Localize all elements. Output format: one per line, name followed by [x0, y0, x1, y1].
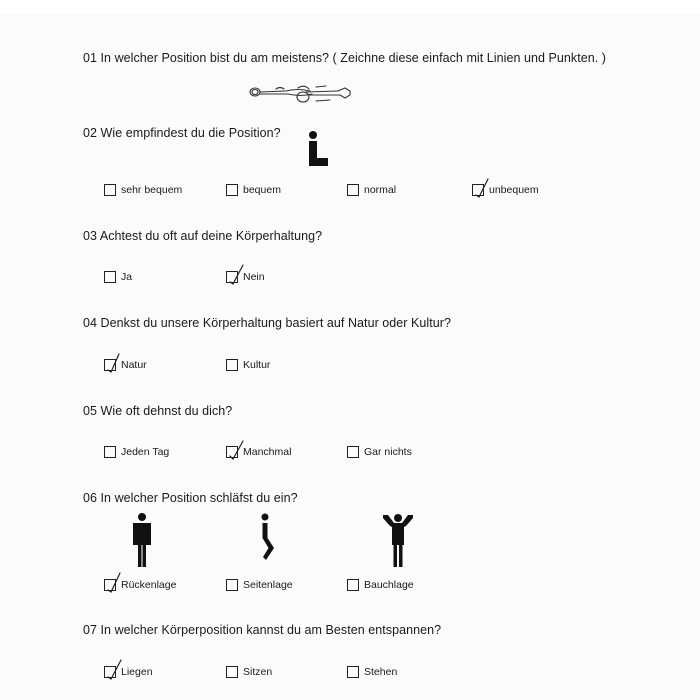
- checkbox-checked[interactable]: [104, 359, 116, 371]
- question-04: 04 Denkst du unsere Körperhaltung basiert auf Natur oder Kultur?: [83, 316, 452, 330]
- option-kultur[interactable]: Kultur: [226, 359, 270, 371]
- stomach-sleeper-figure-icon: [380, 512, 416, 568]
- option-unbequem[interactable]: unbequem: [472, 184, 539, 196]
- checkbox[interactable]: [226, 184, 238, 196]
- checkbox[interactable]: [226, 359, 238, 371]
- checkbox[interactable]: [347, 446, 359, 458]
- check-mark-icon: [104, 658, 124, 680]
- checkbox[interactable]: [347, 666, 359, 678]
- check-mark-icon: [226, 263, 246, 285]
- option-ja[interactable]: Ja: [104, 271, 132, 283]
- option-sitzen[interactable]: Sitzen: [226, 666, 272, 678]
- question-01: 01 In welcher Position bist du am meistens? ( Zeichne diese einfach mit Linien und Punkten. ): [83, 51, 606, 65]
- checkbox[interactable]: [104, 446, 116, 458]
- checkbox[interactable]: [104, 184, 116, 196]
- checkbox[interactable]: [226, 666, 238, 678]
- checkbox-checked[interactable]: [226, 271, 238, 283]
- side-sleeper-figure-icon: [256, 512, 280, 564]
- option-bequem[interactable]: bequem: [226, 184, 281, 196]
- question-05: 05 Wie oft dehnst du dich?: [83, 404, 233, 418]
- checkbox-checked[interactable]: [104, 579, 116, 591]
- option-manchmal[interactable]: Manchmal: [226, 446, 291, 458]
- option-sehr-bequem[interactable]: sehr bequem: [104, 184, 182, 196]
- sitting-figure-icon: [302, 130, 336, 170]
- page-top-edge: [0, 0, 700, 14]
- checkbox[interactable]: [347, 184, 359, 196]
- question-03: 03 Achtest du oft auf deine Körperhaltung?: [83, 229, 323, 243]
- option-liegen[interactable]: Liegen: [104, 666, 153, 678]
- question-06: 06 In welcher Position schläfst du ein?: [83, 491, 298, 505]
- back-sleeper-figure-icon: [130, 512, 154, 568]
- checkbox[interactable]: [226, 579, 238, 591]
- handdrawn-pose-sketch: [246, 82, 358, 106]
- question-02: 02 Wie empfindest du die Position?: [83, 126, 281, 140]
- check-mark-icon: [226, 438, 246, 460]
- option-jeden-tag[interactable]: Jeden Tag: [104, 446, 169, 458]
- option-gar-nichts[interactable]: Gar nichts: [347, 446, 412, 458]
- check-mark-icon: [472, 176, 492, 198]
- checkbox-checked[interactable]: [104, 666, 116, 678]
- option-stehen[interactable]: Stehen: [347, 666, 397, 678]
- option-natur[interactable]: Natur: [104, 359, 147, 371]
- checkbox[interactable]: [104, 271, 116, 283]
- checkbox-checked[interactable]: [472, 184, 484, 196]
- check-mark-icon: [104, 571, 124, 593]
- checkbox[interactable]: [347, 579, 359, 591]
- option-normal[interactable]: normal: [347, 184, 396, 196]
- check-mark-icon: [104, 351, 124, 373]
- option-nein[interactable]: Nein: [226, 271, 265, 283]
- option-bauchlage[interactable]: Bauchlage: [347, 579, 414, 591]
- option-rueckenlage[interactable]: Rückenlage: [104, 579, 176, 591]
- checkbox-checked[interactable]: [226, 446, 238, 458]
- option-seitenlage[interactable]: Seitenlage: [226, 579, 293, 591]
- question-07: 07 In welcher Körperposition kannst du am Besten entspannen?: [83, 623, 442, 637]
